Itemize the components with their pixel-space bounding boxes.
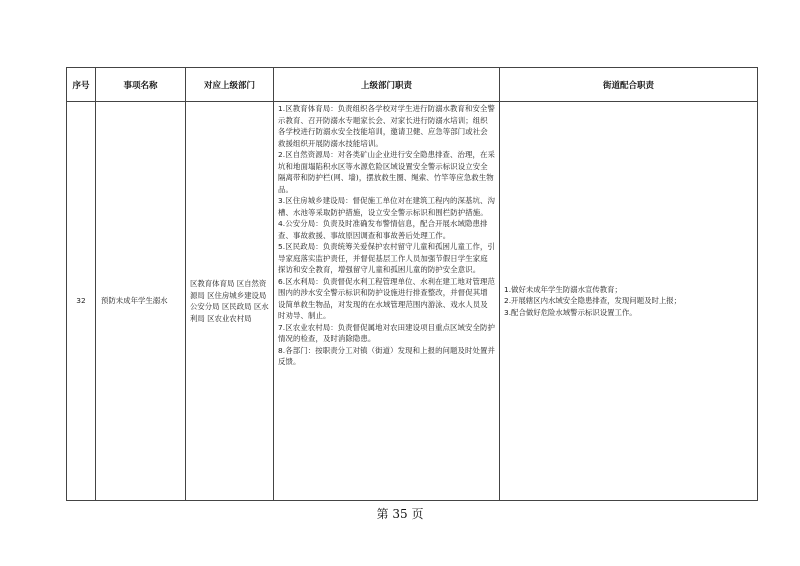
row-superior-duties xyxy=(274,102,500,501)
street-duty-1: 1.做好未成年学生防溺水宣传教育； xyxy=(504,284,622,294)
row-departments: 区教育体育局 区自然资源局 区住房城乡建设局 公安分局 区民政局 区水利局 区农业农村局 xyxy=(186,102,274,501)
row-seq: 32 xyxy=(67,102,96,501)
header-superior-duties: 上级部门职责 xyxy=(274,68,500,102)
superior-duty-2: 2.区自然资源局：对各类矿山企业进行安全隐患排查、治理，在采坑和地面塌陷积水区等水源危险区域设置安全警示标识设立安全隔离带和防护栏(网、墙)，摆放救生圈、绳索、竹竿等应急救生物品。 xyxy=(278,150,495,194)
superior-duty-5: 5.区民政局：负责统筹关爱保护农村留守儿童和孤困儿童工作，引导家庭落实监护责任，并督促基层工作人员加强节假日学生家庭探访和安全教育，增强留守儿童和孤困儿童的防护安全意识。 xyxy=(278,242,495,274)
table-row xyxy=(67,102,758,501)
superior-duty-3: 3.区住房城乡建设局：督促施工单位对在建筑工程内的深基坑、沟槽、水池等采取防护措施，设立安全警示标识和围栏防护措施。 xyxy=(278,196,495,217)
header-street-duties: 街道配合职责 xyxy=(500,68,758,102)
header-seq: 序号 xyxy=(67,68,96,102)
header-department: 对应上级部门 xyxy=(186,68,274,102)
superior-duty-1: 1.区教育体育局：负责组织各学校对学生进行防溺水教育和安全警示教育、召开防溺水专题家长会、对家长进行防溺水培训；组织各学校进行防溺水安全技能培训，邀请卫健、应急等部门或社会救援组织开展防溺水技能培训。 xyxy=(278,104,495,148)
superior-duty-8: 8.各部门：按职责分工对镇（街道）发现和上报的问题及时处置并反馈。 xyxy=(278,345,495,366)
superior-duty-4: 4.公安分局：负责及时准确发布警情信息，配合开展水域隐患排查、事故救援、事故原因调查和事故善后处理工作。 xyxy=(278,219,488,240)
header-item-name: 事项名称 xyxy=(96,68,186,102)
superior-duty-6: 6.区水利局：负责督促水利工程管理单位、水利在建工地对管理范围内的涉水安全警示标识和防护设施进行排查整改，并督促其增设简单救生物品，对发现的在水域管理范围内游泳、戏水人员及时劝导、制止。 xyxy=(278,276,495,320)
street-duty-3: 3.配合做好危险水域警示标识设置工作。 xyxy=(504,307,637,317)
row-street-duties xyxy=(500,102,758,501)
duty-table xyxy=(66,67,758,501)
row-item-name: 预防未成年学生溺水 xyxy=(96,102,186,501)
page-number: 第 35 页 xyxy=(376,507,424,521)
superior-duty-7: 7.区农业农村局：负责督促属地对农田建设项目重点区域安全防护情况的检查，及时消除隐患。 xyxy=(278,322,495,343)
street-duty-2: 2.开展辖区内水域安全隐患排查，发现问题及时上报； xyxy=(504,296,682,306)
header-row xyxy=(67,68,758,102)
